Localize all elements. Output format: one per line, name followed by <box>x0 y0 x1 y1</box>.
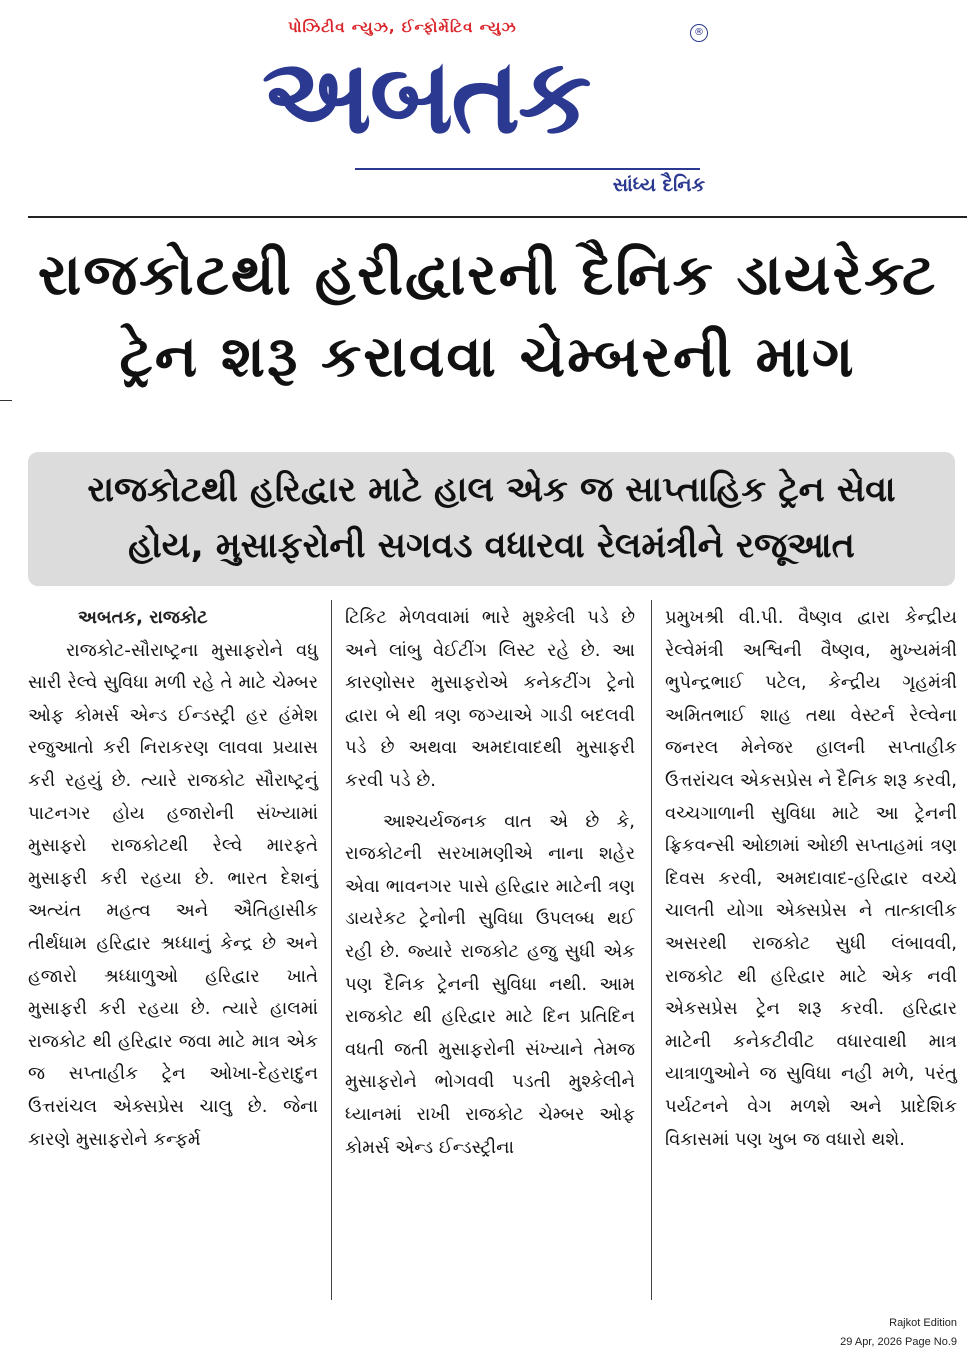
column-divider <box>651 600 652 1300</box>
article-subheadline: રાજકોટથી હરિદ્વાર માટે હાલ એક જ સાપ્તાહિક ટ્રેન સેવા હોય, મુસાફરોની સગવડ વધારવા રેલમંત્રીને રજૂઆત <box>87 470 896 566</box>
article-paragraph: ટિકિટ મેળવવામાં ભારે મુશ્કેલી પડે છે અને લાંબુ વેઈટીંગ લિસ્ટ રહે છે. આ કારણોસર મુસાફરોએ કનેકટીંગ ટ્રેનો દ્વારા બે થી ત્રણ જગ્યાએ ગાડી બદલવી પડે છે અથવા અમદાવાદથી મુસાફરી કરવી પડે છે. <box>345 607 635 791</box>
newspaper-logo: અબતક <box>262 36 590 156</box>
edition-label: Rajkot Edition <box>889 1317 957 1329</box>
logo-underline <box>355 168 700 170</box>
article-column-3 <box>665 602 957 1156</box>
column-divider <box>331 600 332 1300</box>
header-divider <box>28 216 967 218</box>
registered-mark-icon: ® <box>690 24 708 42</box>
date-page-label: 29 Apr, 2026 Page No.9 <box>840 1336 957 1348</box>
article-column-2 <box>345 602 635 1164</box>
article-dateline: અબતક, રાજકોટ <box>78 607 208 628</box>
article-paragraph: પ્રમુખશ્રી વી.પી. વૈષ્ણવ દ્વારા કેન્દ્રીય રેલ્વેમંત્રી અશ્વિની વૈષ્ણવ, મુખ્યમંત્રી ભુપેન્દ્રભાઈ પટેલ, કેન્દ્રીય ગૃહમંત્રી અમિતભાઈ શાહ તથા વેસ્ટર્ન રેલ્વેના જનરલ મેનેજર હાલની સપ્તાહીક ઉત્તરાંચલ એકસપ્રેસ ને દૈનિક શરૂ કરવી, વચ્ચગાળાની સુવિધા માટે આ ટ્રેનની ફ્રિકવન્સી ઓછામાં ઓછી સપ્તાહમાં ત્રણ દિવસ કરવી, અમદાવાદ-હરિદ્વાર વચ્ચે ચાલતી યોગા એક્સપ્રેસ ને તાત્કાલીક અસરથી રાજકોટ સુધી લંબાવવી, રાજકોટ થી હરિદ્વાર માટે એક નવી એકસપ્રેસ ટ્રેન શરૂ કરવી. હરિદ્વાર માટેની કનેકટીવીટ વધારવાથી માત્ર યાત્રાળુઓને જ સુવિધા નહી મળે, પરંતુ પર્યટનને વેગ મળશે અને પ્રાદેશિક વિકાસમાં પણ ખુબ જ વધારો થશે. <box>665 607 957 1150</box>
article-paragraph: આશ્ચર્યજનક વાત એ છે કે, રાજકોટની સરખામણીએ નાના શહેર એવા ભાવનગર પાસે હરિદ્વાર માટેની ત્રણ ડાયરેકટ ટ્રેનોની સુવિધા ઉપલબ્ધ થઈ રહી છે. જ્યારે રાજકોટ હજુ સુધી એક પણ દૈનિક ટ્રેનની સુવિધા નથી. આમ રાજકોટ થી હરિદ્વાર માટે દિન પ્રતિદિન વધતી જતી મુસાફરોની સંખ્યાને તેમજ મુસાફરોને ભોગવવી પડતી મુશ્કેલીને ધ્યાનમાં રાખી રાજકોટ ચેમ્બર ઓફ કોમર્સ એન્ડ ઈન્ડસ્ટ્રીના <box>345 810 635 1158</box>
article-headline: રાજકોટથી હરીદ્વારની દૈનિક ડાયરેક્ટ ટ્રેન શરૂ કરાવવા ચેમ્બરની માગ <box>37 242 938 390</box>
edition-type-label: સાંધ્ય દૈનિક <box>612 174 705 196</box>
article-column-1 <box>28 602 318 1156</box>
masthead <box>0 0 967 215</box>
crop-mark <box>0 400 12 401</box>
article-paragraph: રાજકોટ-સૌરાષ્ટ્રના મુસાફરોને વધુ સારી રેલ્વે સુવિધા મળી રહે તે માટે ચેમ્બર ઓફ કોમર્સ એન્ડ ઈન્ડસ્ટ્રી હર હંમેશ રજુઆતો કરી નિરાકરણ લાવવા પ્રયાસ કરી રહયું છે. ત્યારે રાજકોટ સૌરાષ્ટ્રનું પાટનગર હોય હજારોની સંખ્યામાં મુસાફરો રાજકોટથી રેલ્વે મારફતે મુસાફરી કરી રહયા છે. ભારત દેશનું અત્યંત મહત્વ અને ઐતિહાસીક તીર્થધામ હરિદ્વાર શ્રધ્ધાનું કેન્દ્ર છે અને હજારો શ્રધ્ધાળુઓ હરિદ્વાર ખાતે મુસાફરી કરી રહયા છે. ત્યારે હાલમાં રાજકોટ થી હરિદ્વાર જવા માટે માત્ર એક જ સપ્તાહીક ટ્રેન ઓખા-દેહરાદુન ઉત્તરાંચલ એક્સપ્રેસ ચાલુ છે. જેના કારણે મુસાફરોને કન્ફર્મ <box>28 639 318 1150</box>
masthead-tagline: પોઝિટીવ ન્યુઝ, ઈન્ફોર્મેટિવ ન્યુઝ <box>288 18 517 36</box>
